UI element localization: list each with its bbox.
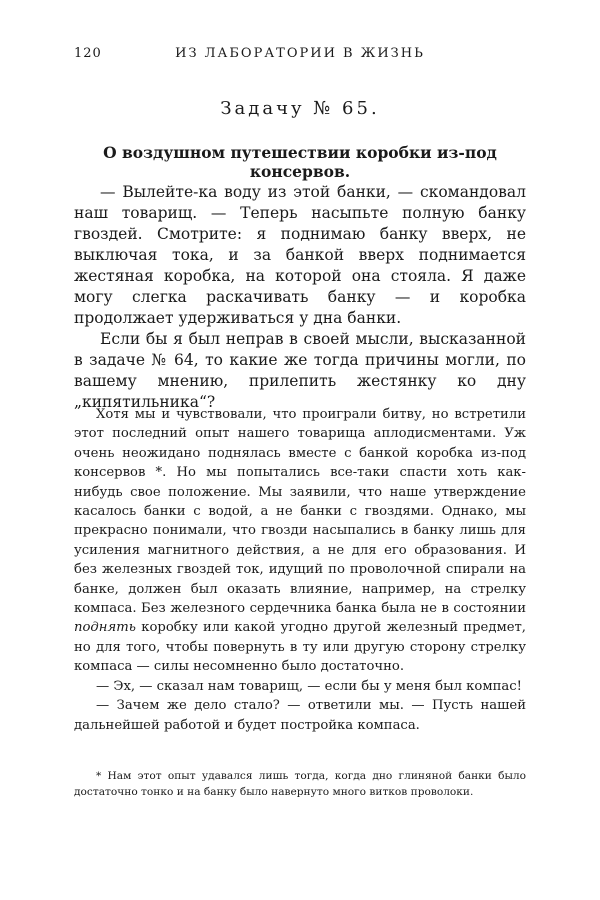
emphasized-word: поднять (74, 620, 136, 636)
answer-paragraph-1-part-b: коробку или какой угодно другой железный предмет, но для того, чтобы повернуть в ту или другую сторону стрелку компаса — силы несомненно было достаточно. (74, 620, 526, 675)
problem-paragraph-1: — Вылейте-ка воду из этой банки, — скомандовал наш товарищ. — Теперь насыпьте полную банку гвоздей. Смотрите: я поднимаю банку вверх, не выключая тока, и за банкой вверх поднимается жестяная коробка, на которой она стояла. Я даже могу слегка раскачивать банку — и коробка продолжает удерживаться у дна банки. (74, 183, 526, 327)
problem-paragraph-2: Если бы я был неправ в своей мысли, высказанной в задаче № 64, то какие же тогда причины могли, по вашему мнению, прилепить жестянку ко дну „кипятильника“? (74, 330, 526, 411)
task-title: Задачу № 65. (220, 98, 380, 119)
answer-paragraph-1-part-a: Хотя мы и чувствовали, что проиграли битву, но встретили этот последний опыт нашего товарища аплодисментами. Уж очень неожидано поднялась вместе с банкой коробка из-под консервов *. Но мы попытались все-таки спасти хоть как-нибудь свое положение. Мы заявили, что наше утверждение касалось банки с водой, а не банки с гвоздями. Однако, мы прекрасно понимали, что гвозди насыпались в банку лишь для усиления магнитного действия, а не для его образования. И без железных гвоздей ток, идущий по проволочной спирали на банке, должен был оказать влияние, например, на стрелку компаса. Без железного сердечника банка была не в состоянии (74, 407, 526, 617)
running-header (74, 46, 526, 68)
problem-text (74, 182, 526, 413)
running-title: ИЗ ЛАБОРАТОРИИ В ЖИЗНЬ (175, 46, 425, 61)
footnote-text: * Нам этот опыт удавался лишь тогда, когда дно глиняной банки было достаточно тонко и на банку было навернуто много витков проволоки. (74, 770, 526, 798)
footnote (74, 768, 526, 800)
page-number: 120 (74, 46, 102, 61)
answer-text (74, 405, 526, 735)
answer-paragraph-2: — Эх, — сказал нам товарищ, — если бы у меня был компас! (96, 678, 522, 694)
answer-paragraph-1 (74, 405, 526, 677)
section-subtitle: О воздушном путешествии коробки из-под консервов. (103, 143, 497, 181)
answer-paragraph-3: — Зачем же дело стало? — ответили мы. — Пусть нашей дальнейшей работой и будет постройка компаса. (74, 698, 526, 733)
